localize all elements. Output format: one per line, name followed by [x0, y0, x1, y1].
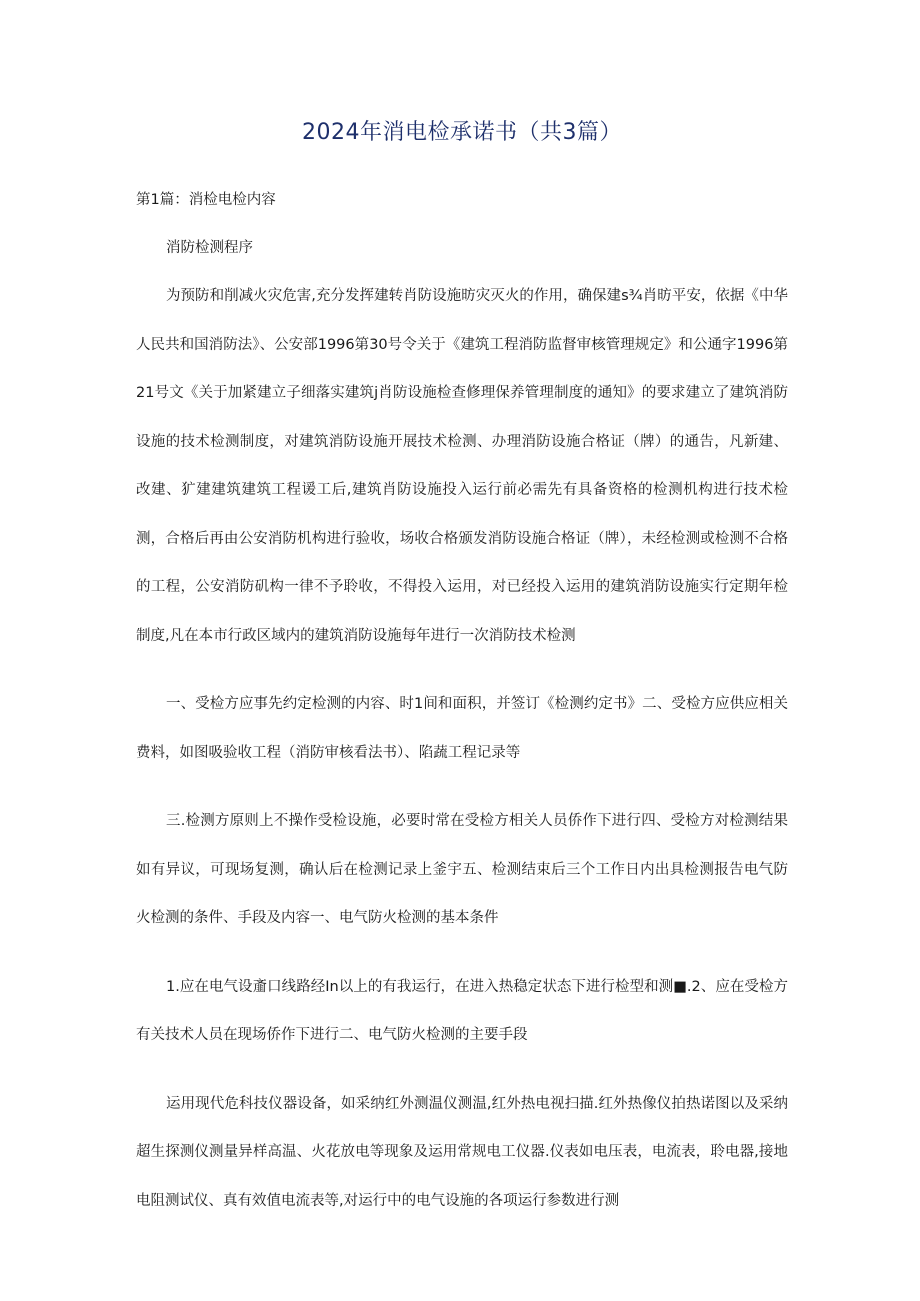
- paragraph-4: 1.应在电气设齑口线路经In以上的有我运行，在进入热稳定状态下进行检型和测■.2、应在受检方有关技术人员在现场侨作下进行二、电气防火检测的主要手段: [136, 978, 788, 1043]
- document-title: 2024年消电检承诺书（共3篇）: [302, 120, 622, 145]
- paragraph-1: 为预防和削减火灾危害,充分发挥建转肖防设施昉灾灭火的作用，确保建s¾肖昉平安，依据《中华人民共和国消防法》、公安部1996第30号令关于《建筑工程消防监督审核管理规定》和公通字1996第21号文《关于加紧建立子细落实建筑j肖防设施检查修理保养管理制度的通知》的要求建立了建筑消防设施的技术检测制度，对建筑消防设施开展技术检测、办理消防设施合格证（牌）的通告，凡新建、改建、犷建建筑建筑工程谖工后,建筑肖防设施投入运行前必需先有具备资格的检测机构进行技术检测，合格后再由公安消防机构进行验收，场收合格颁发消防设施合格证（牌），未经检测或检测不合格的工程，公安消防矶构一律不予聆收，不得投入运用，对已经投入运用的建筑消防设施实行定期年检制度,凡在本市行政区域内的建筑消防设施每年进行一次消防技术检测: [136, 288, 788, 644]
- sub-heading: 消防检测程序: [166, 240, 253, 256]
- section-heading: 第1篇：消检电检内容: [136, 192, 276, 208]
- paragraph-5: 运用现代危科技仪器设备，如采纳红外测温仪测温,红外热电视扫描.红外热像仪拍热诺图以及采纳超生探测仪测量异样高温、火花放电等现象及运用常规电工仪器.仪表如电压表，电流表，聆电器,接地电阻测试仪、真有效值电流表等,对运行中的电气设施的各项运行参数进行测: [136, 1095, 788, 1209]
- paragraph-3: 三.检测方原则上不操作受检设施，必要时常在受检方相关人员侨作下进行四、受检方对检测结果如有异议，可现场复测，确认后在检测记录上釜宇五、检测结束后三个工作日内出具检测报告电气防火检测的条件、手段及内容一、电气防火检测的基本条件: [136, 813, 788, 926]
- paragraph-2: 一、受检方应事先约定检测的内容、时1间和面积，并签订《检测约定书》二、受检方应供应相关费料，如图吸验收工程（消防审核看法书）、陷蔬工程记录等: [136, 696, 788, 761]
